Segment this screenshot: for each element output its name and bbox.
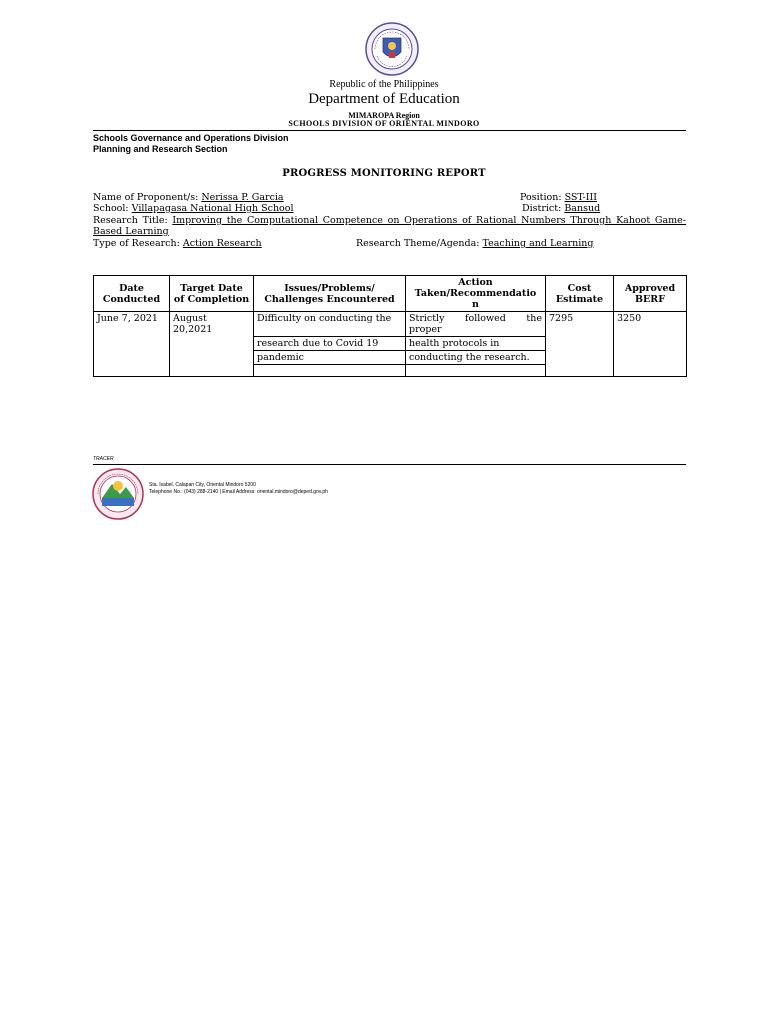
cell-berf: 3250 (614, 312, 687, 377)
header-target-date: Target Date of Completion (170, 276, 254, 312)
research-title-label: Research Title: (93, 215, 168, 226)
tracer-label: TRACER (93, 456, 114, 462)
office-line-2: Planning and Research Section (93, 144, 228, 154)
region-name: MIMAROPA Region (348, 111, 420, 120)
research-theme-row (356, 238, 593, 249)
header-date-conducted: Date Conducted (94, 276, 170, 312)
cell-date-conducted: June 7, 2021 (94, 312, 170, 377)
header-berf: Approved BERF (614, 276, 687, 312)
report-title: PROGRESS MONITORING REPORT (282, 168, 486, 179)
footer-address: Sta. Isabel, Calapan City, Oriental Mindoro 5200 (149, 482, 256, 488)
header-cost: Cost Estimate (546, 276, 614, 312)
research-type-row (93, 238, 262, 249)
footer-divider (93, 464, 686, 465)
cell-action-1 (406, 312, 546, 337)
position-label: Position: (520, 192, 562, 203)
school-label: School: (93, 203, 129, 214)
research-title-row-2 (93, 226, 169, 237)
header-action: Action Taken/Recommendatio n (406, 276, 546, 312)
action-word-1: Strictly (409, 313, 445, 324)
department-name: Department of Education (308, 91, 460, 107)
action-word-2: followed (465, 313, 506, 324)
proponent-value: Nerissa P. Garcia (201, 192, 284, 203)
sdo-oriental-mindoro-logo-icon (92, 468, 144, 520)
research-title-row (93, 215, 686, 226)
monitoring-table (93, 275, 687, 377)
position-value: SST-III (564, 192, 598, 203)
footer-phone-email: Telephone No.: (043) 288-2140 | Email Address: oriental.mindoro@deped.gov.ph (149, 489, 328, 495)
footer-contact (149, 482, 328, 496)
research-title-value-2: Based Learning (93, 226, 169, 237)
district-row (522, 203, 600, 214)
cell-cost: 7295 (546, 312, 614, 377)
header-divider (93, 130, 686, 131)
proponent-row (93, 192, 284, 203)
header-issues: Issues/Problems/ Challenges Encountered (254, 276, 406, 312)
school-row (93, 203, 294, 214)
action-word-3: the (526, 313, 542, 324)
office-block (93, 133, 289, 155)
position-row (520, 192, 597, 203)
cell-issues-3: pandemic (254, 351, 406, 365)
research-theme-value: Teaching and Learning (482, 238, 594, 249)
cell-issues-empty (254, 365, 406, 377)
district-label: District: (522, 203, 562, 214)
school-value: Villapagasa National High School (131, 203, 294, 214)
cell-action-3: conducting the research. (406, 351, 546, 365)
research-type-label: Type of Research: (93, 238, 180, 249)
proponent-label: Name of Proponent/s: (93, 192, 199, 203)
division-name: SCHOOLS DIVISION OF ORIENTAL MINDORO (288, 119, 480, 128)
cell-action-empty (406, 365, 546, 377)
deped-seal-icon (365, 22, 419, 76)
district-value: Bansud (564, 203, 601, 214)
research-title-value-1: Improving the Computational Competence on Operations of Rational Numbers Through Kahoot Game- (172, 215, 686, 226)
cell-issues-1: Difficulty on conducting the (254, 312, 406, 337)
cell-target-date: August 20,2021 (170, 312, 254, 377)
research-theme-label: Research Theme/Agenda: (356, 238, 480, 249)
research-type-value: Action Research (182, 238, 262, 249)
republic-line: Republic of the Philippines (329, 79, 439, 90)
cell-action-2: health protocols in (406, 337, 546, 351)
office-line-1: Schools Governance and Operations Division (93, 133, 289, 143)
cell-issues-2: research due to Covid 19 (254, 337, 406, 351)
table-header-row (94, 276, 687, 312)
table-row (94, 312, 687, 337)
action-word-4: proper (409, 324, 442, 335)
